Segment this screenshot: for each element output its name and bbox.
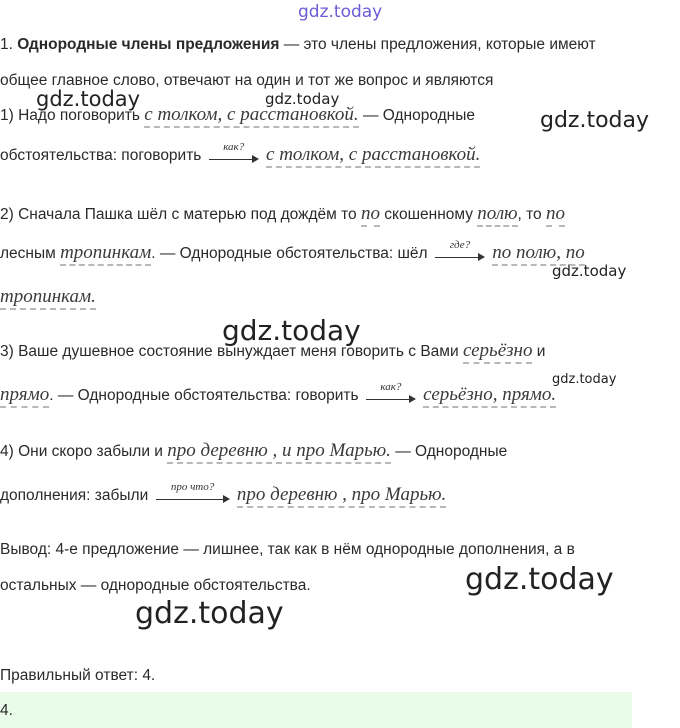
sentence-2-hw-tropinkam: тропинкам [60,242,151,266]
sentence-4-handwritten: про деревню , и про Марью. [167,440,391,464]
watermark: gdz.today [552,262,627,280]
intro-line2: общее главное слово, отвечают на один и тот же вопрос и являются [0,72,494,89]
sentence-4-analysis: дополнения: забыли [0,487,149,505]
watermark: gdz.today [540,108,650,133]
sentence-1-text: 1) Надо поговорить [0,107,145,124]
question-arrow [156,481,230,508]
watermark: gdz.today [465,562,614,597]
sentence-4-answer: про деревню , про Марью. [237,484,446,508]
sentence-1-line2 [0,141,481,168]
sentence-3-line1 [0,340,545,362]
sentence-3-answer: серьёзно, прямо. [423,384,556,408]
question-label: про что? [170,481,215,493]
correct-answer: Правильный ответ: 4. [0,667,156,684]
sentence-2-analysis: . — Однородные обстоятельства: шёл [151,245,428,263]
sentence-2-line2 [0,239,585,266]
sentence-4-tail: — Однородные [390,443,508,460]
sentence-2-text: лесным [0,245,61,263]
sentence-4-line1 [0,440,507,462]
question-label: как? [223,141,245,153]
intro-line1 [0,36,596,54]
question-arrow [366,381,416,408]
sentence-3-line2 [0,381,557,408]
sentence-1-handwritten: с толком, с расстановкой. [144,104,358,128]
sentence-2-text: 2) Сначала Пашка шёл с матерью под дождём то [0,206,361,223]
sentence-2-hw-po2: по [546,203,565,227]
intro-number: 1. [0,36,13,53]
watermark: gdz.today [222,314,361,347]
sentence-2-line3 [0,286,96,308]
sentence-4-text: 4) Они скоро забыли и [0,443,168,460]
sentence-1-analysis: обстоятельства: поговорить [0,147,202,165]
watermark-top: gdz.today [298,2,383,22]
sentence-2-text: , то [517,206,546,223]
question-arrow [209,141,259,168]
question-label: где? [449,239,471,251]
watermark: gdz.today [135,596,284,631]
answer-value: 4. [0,702,13,719]
conclusion-line2: остальных — однородные обстоятельства. [0,577,311,594]
question-label: как? [380,381,402,393]
intro-term: Однородные члены предложения [17,36,280,53]
sentence-2-line1 [0,203,565,225]
sentence-2-hw-po: по [361,203,380,227]
sentence-2-answer: по полю, по [492,242,584,266]
sentence-2-answer-cont: тропинкам. [0,286,96,310]
watermark: gdz.today [265,90,340,108]
sentence-1-line1 [0,104,475,126]
sentence-3-analysis: . — Однородные обстоятельства: говорить [49,387,359,405]
sentence-3-hw-pryamo: прямо [0,384,49,408]
sentence-2-text: скошенному [379,206,478,223]
watermark: gdz.today [552,372,617,387]
sentence-2-hw-polyu: полю [477,203,517,227]
sentence-3-text: и [532,343,546,360]
question-arrow [435,239,485,266]
sentence-1-tail: — Однородные [358,107,475,124]
sentence-3-text: 3) Ваше душевное состояние вынуждает меня говорить с Вами [0,343,463,360]
intro-definition: — это члены предложения, которые имеют [279,36,596,53]
sentence-3-hw-seriozno: серьёзно [463,340,533,364]
answer-box [0,692,632,728]
sentence-1-answer: с толком, с расстановкой. [266,144,480,168]
sentence-4-line2 [0,481,447,508]
conclusion-line1: Вывод: 4-е предложение — лишнее, так как в нём однородные дополнения, а в [0,541,575,558]
watermark: gdz.today [36,87,141,111]
